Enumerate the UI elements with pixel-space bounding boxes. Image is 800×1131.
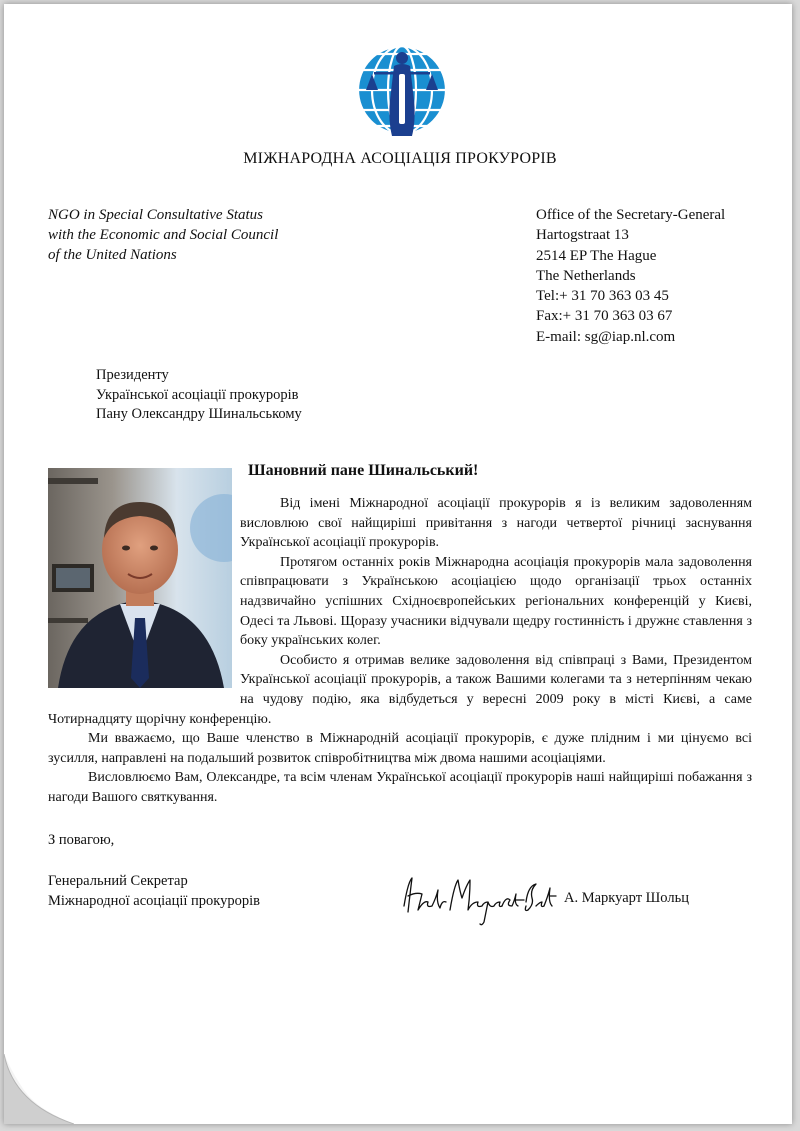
- office-email[interactable]: E-mail: sg@iap.nl.com: [536, 328, 676, 345]
- ngo-line: NGO in Special Consultative Status: [48, 207, 263, 223]
- signer-title-line: Генеральний Секретар: [48, 873, 188, 889]
- ngo-status: [48, 205, 278, 265]
- body-paragraph: Від імені Міжнародної асоціації прокурорів я із великим задоволенням висловлюю свої найщиріші привітання з нагоди четвертої річниці заснування Української асоціації прокурорів.: [240, 496, 752, 551]
- signer-name: А. Маркуарт Шольц: [564, 890, 689, 906]
- addressee-line: Української асоціації прокурорів: [96, 386, 299, 403]
- office-fax: Fax:+ 31 70 363 03 67: [536, 308, 673, 325]
- body-paragraph: Особисто я отримав велике задоволення від співпраці з Вами, Президентом Української асоціації прокурорів, а також Вашими колегами та з нетерпінням чекаю на чудову подію, яка відбудеться у вересні 2009 року в місті Києві, а саме Чотирнадцяту щорічну конференцію.: [48, 652, 752, 727]
- office-city: 2514 EP The Hague: [536, 247, 657, 264]
- iap-logo: [356, 40, 448, 140]
- office-tel: Tel:+ 31 70 363 03 45: [536, 288, 669, 305]
- handwritten-signature: [398, 872, 560, 928]
- body-paragraph: Висловлюємо Вам, Олександре, та всім членам Української асоціації прокурорів наші найщиріші побажання з нагоди Вашого святкування.: [48, 770, 752, 805]
- letter-body: [48, 494, 752, 808]
- addressee-block: [96, 366, 302, 425]
- salutation: Шановний пане Шинальський!: [248, 462, 479, 479]
- office-street: Hartogstraat 13: [536, 227, 629, 244]
- closing-regards: З повагою,: [48, 832, 115, 848]
- organization-title: МІЖНАРОДНА АСОЦІАЦІЯ ПРОКУРОРІВ: [243, 150, 557, 167]
- office-country: The Netherlands: [536, 267, 636, 284]
- ngo-line: of the United Nations: [48, 247, 177, 263]
- ngo-line: with the Economic and Social Council: [48, 227, 279, 243]
- body-paragraph: Протягом останніх років Міжнародна асоціація прокурорів мала задоволення співпрацювати з Українською асоціацією щодо організації трьох останніх надзвичайно успішних Східноєвропейських регіональних конференцій у Києві, Одесі та Львові. Щоразу учасники відчували щедру гостинність і дружнє ставлення з боку українських колег.: [240, 554, 752, 649]
- office-name: Office of the Secretary-General: [536, 207, 726, 223]
- page-curl: [4, 1054, 74, 1124]
- signer-title-line: Міжнародної асоціації прокурорів: [48, 892, 261, 909]
- body-paragraph: Ми вважаємо, що Ваше членство в Міжнародній асоціації прокурорів, є дуже плідним і ми цінуємо всі зусилля, направлені на подальший розвиток співробітництва між двома нашими асоціаціями.: [48, 731, 752, 766]
- signer-title: [48, 872, 260, 911]
- office-address: [536, 205, 725, 347]
- addressee-line: Пану Олександру Шинальському: [96, 406, 302, 422]
- addressee-line: Президенту: [96, 367, 169, 383]
